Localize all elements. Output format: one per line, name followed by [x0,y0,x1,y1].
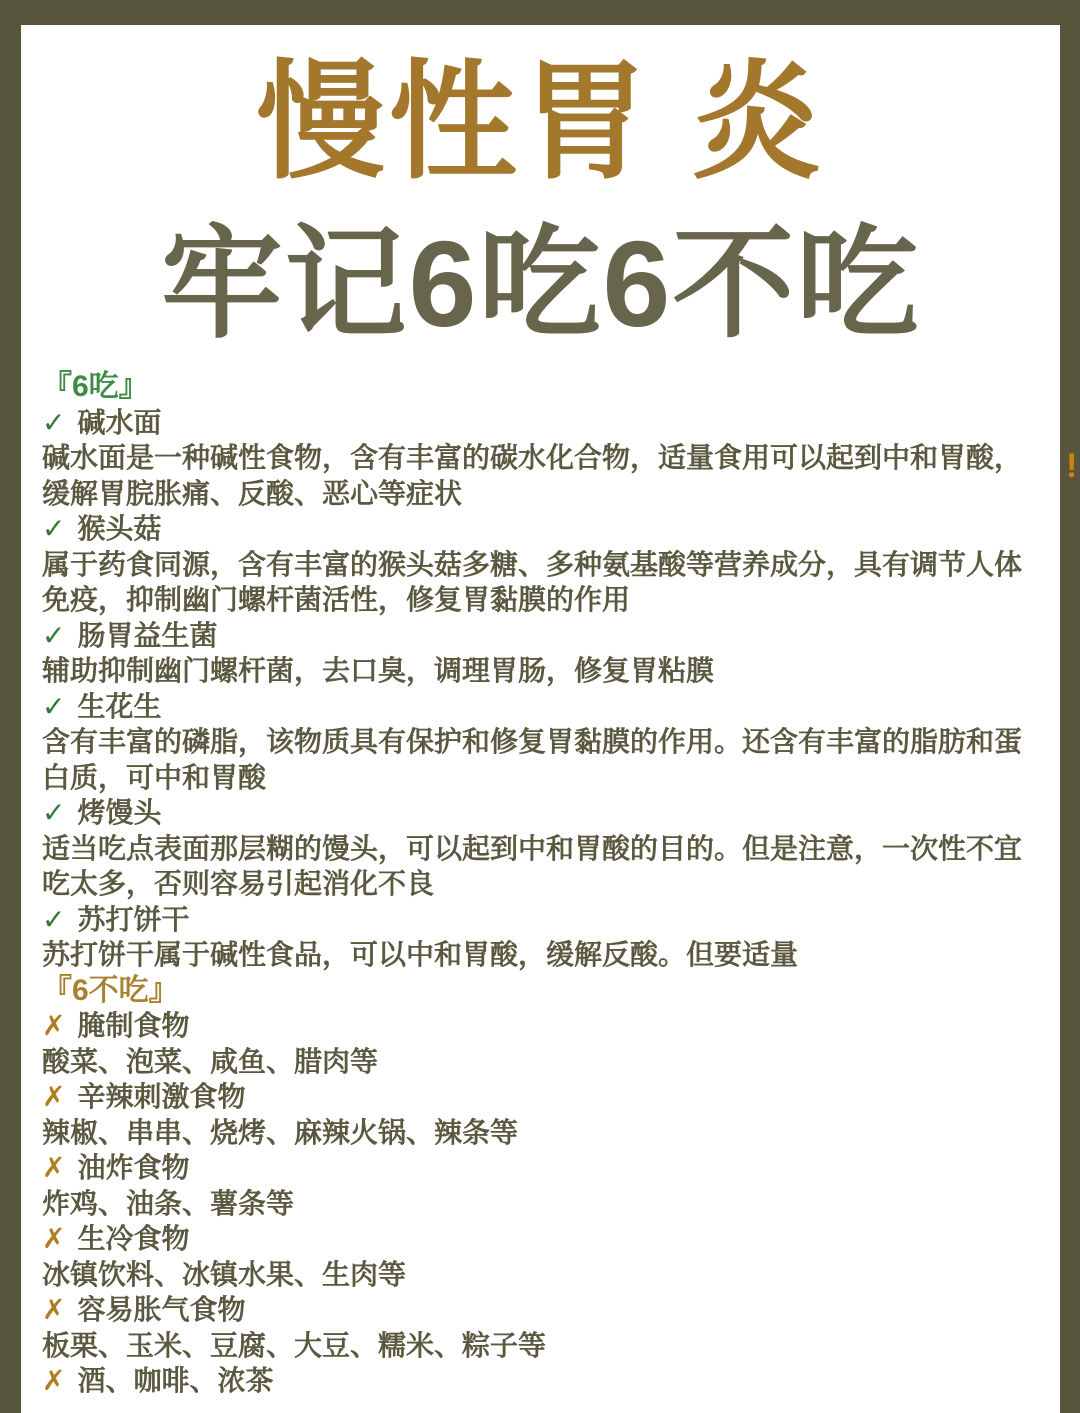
eat-item-desc: 免疫，抑制幽门螺杆菌活性，修复胃黏膜的作用 [42,584,631,615]
cross-icon: ✗ [42,1223,66,1254]
eat-item-name [42,795,1032,831]
eat-item-desc: 辅助抑制幽门螺杆菌，去口臭，调理胃肠，修复胃粘膜 [42,655,715,686]
eat-item-desc: 碱水面是一种碱性食物，含有丰富的碳水化合物，适量食用可以起到中和胃酸， [42,442,1023,473]
avoid-item-desc: 板栗、玉米、豆腐、大豆、糯米、粽子等 [42,1329,547,1361]
eat-item-name [42,405,1032,441]
item-label: 肠胃益生菌 [77,619,218,651]
page-subtitle: 牢记6吃6不吃 [160,216,921,352]
eat-item-desc: 苏打饼干属于碱性食品，可以中和胃酸，缓解反酸。但要适量 [42,939,799,970]
cross-icon: ✗ [42,1365,66,1396]
avoid-item-desc: 炸鸡、油条、薯条等 [42,1187,295,1219]
avoid-item-desc: 酸菜、泡菜、咸鱼、腊肉等 [42,1045,379,1077]
cross-icon: ✗ [42,1294,66,1325]
check-icon: ✓ [42,513,66,544]
avoid-item-desc: 辣椒、串串、烧烤、麻辣火锅、辣条等 [42,1116,519,1148]
frame-left-bar [0,0,21,1413]
item-label: 腌制食物 [77,1010,190,1041]
eat-item-desc: 属于药食同源，含有丰富的猴头菇多糖、多种氨基酸等营养成分，具有调节人体 [42,548,1023,580]
item-label: 碱水面 [77,406,162,438]
item-label: 辛辣刺激食物 [77,1081,246,1112]
check-icon: ✓ [42,797,66,828]
eat-item-desc: 适当吃点表面那层糊的馒头，可以起到中和胃酸的目的。但是注意，一次性不宜 [42,832,1023,864]
avoid-item-name [42,1221,1032,1257]
item-label: 生花生 [77,690,162,722]
avoid-item-name [42,1079,1032,1115]
section-header-avoid: 『6不吃』 [42,973,179,1007]
alert-exclamation-icon: ! [1066,447,1078,485]
eat-item-name [42,618,1032,654]
avoid-item-name [42,1292,1032,1328]
item-label: 容易胀气食物 [77,1294,246,1325]
check-icon: ✓ [42,690,66,722]
cross-icon: ✗ [42,1152,66,1183]
eat-item-desc: 白质，可中和胃酸 [42,761,267,793]
page-title: 慢性胃 炎 [256,51,825,194]
eat-item-name [42,511,1032,547]
avoid-item-name [42,1363,1032,1399]
eat-item-name [42,902,1032,938]
item-label: 油炸食物 [77,1152,190,1183]
item-label: 酒、咖啡、浓茶 [77,1365,274,1396]
eat-item-name [42,689,1032,725]
cross-icon: ✗ [42,1010,66,1041]
avoid-item-desc: 冰镇饮料、冰镇水果、生肉等 [42,1258,407,1290]
check-icon: ✓ [42,903,66,935]
item-label: 苏打饼干 [77,903,190,935]
eat-item-desc: 含有丰富的磷脂，该物质具有保护和修复胃黏膜的作用。还含有丰富的脂肪和蛋 [42,726,1023,757]
check-icon: ✓ [42,619,66,651]
avoid-item-name [42,1150,1032,1186]
eat-item-desc: 吃太多，否则容易引起消化不良 [42,868,435,899]
cross-icon: ✗ [42,1081,66,1112]
item-label: 生冷食物 [77,1223,190,1254]
item-label: 烤馒头 [77,797,162,828]
content-list [42,369,1032,1399]
frame-right-bar [1060,0,1080,1413]
frame-top-bar [0,0,1080,25]
avoid-item-name [42,1008,1032,1044]
item-label: 猴头菇 [77,513,162,544]
section-header-eat: 『6吃』 [42,370,149,403]
eat-item-desc: 缓解胃脘胀痛、反酸、恶心等症状 [42,477,463,509]
check-icon: ✓ [42,406,66,438]
